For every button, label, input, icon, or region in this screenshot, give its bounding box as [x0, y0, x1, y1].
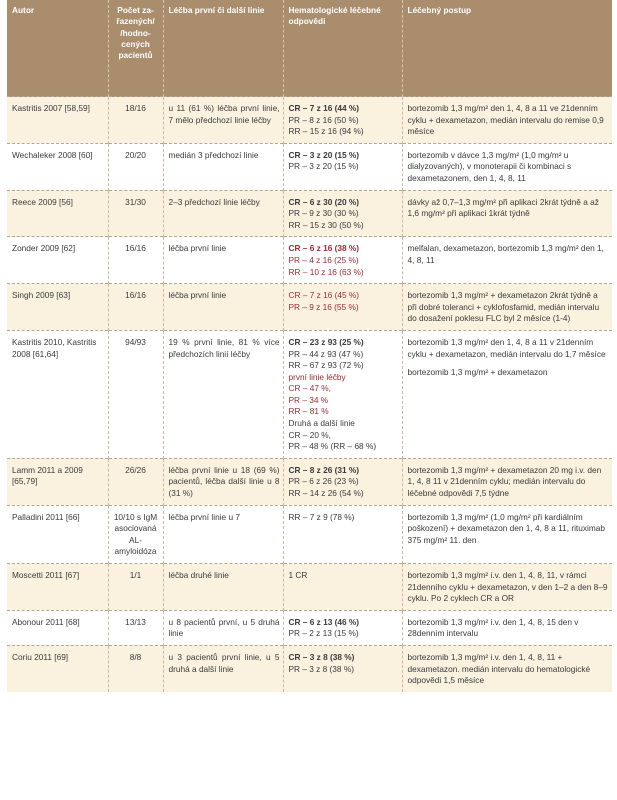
response-line: CR – 20 %,	[288, 429, 331, 440]
author-cell: Moscetti 2011 [67]	[7, 564, 108, 611]
regimen-cell	[402, 237, 612, 284]
response-line: PR – 9 z 30 (30 %)	[288, 208, 359, 219]
response-line: PR – 48 % (RR – 68 %)	[288, 441, 377, 452]
regimen-paragraph: melfalan, dexametazon, bortezomib 1,3 mg/m² den 1, 4, 8, 11	[407, 243, 604, 265]
response-line: Druhá a další linie	[288, 418, 355, 429]
table-row	[7, 237, 612, 284]
patient-count-cell: 31/30	[108, 190, 163, 237]
regimen-cell	[402, 610, 612, 645]
response-line: RR – 15 z 16 (94 %)	[288, 126, 364, 137]
response-cell	[283, 458, 402, 505]
author-cell: Singh 2009 [63]	[7, 284, 108, 331]
regimen-paragraph: bortezomib 1,3 mg/m² + dexametazon 2krát týdně a při dobré toleranci + cyklofosfamid, medián intervalu do dosažení poklesu FLC byl 2 měsíce (1-4)	[407, 290, 600, 324]
response-cell	[283, 645, 402, 691]
response-line: PR – 8 z 16 (50 %)	[288, 114, 359, 125]
response-line: CR – 3 z 20 (15 %)	[288, 149, 360, 160]
patient-count-cell: 16/16	[108, 237, 163, 284]
regimen-cell	[402, 97, 612, 144]
header-response	[283, 0, 402, 97]
author-cell: Zonder 2009 [62]	[7, 237, 108, 284]
response-line: CR – 8 z 26 (31 %)	[288, 464, 360, 475]
author-cell: Kastritis 2010, Kastritis 2008 [61,64]	[7, 330, 108, 458]
response-cell	[283, 610, 402, 645]
patient-count-cell: 8/8	[108, 645, 163, 691]
author-cell: Abonour 2011 [68]	[7, 610, 108, 645]
author-cell: Wechaleker 2008 [60]	[7, 143, 108, 190]
response-cell	[283, 284, 402, 331]
response-line: RR – 7 z 9 (78 %)	[288, 511, 355, 522]
table-row	[7, 143, 612, 190]
author-cell: Palladini 2011 [66]	[7, 505, 108, 563]
therapy-line-cell: léčba první linie u 18 (69 %) pacientů, léčba další linie u 8 (31 %)	[163, 458, 283, 505]
response-line: RR – 10 z 16 (63 %)	[288, 266, 364, 277]
response-cell	[283, 190, 402, 237]
trials-table	[7, 0, 612, 692]
therapy-line-cell: léčba druhé linie	[163, 564, 283, 611]
table-row	[7, 458, 612, 505]
response-line: PR – 2 z 13 (15 %)	[288, 628, 359, 639]
header-line: Léčba první či další linie	[163, 0, 283, 97]
patient-count-cell: 10/10 s IgM asociovaná AL-amyloidóza	[108, 505, 163, 563]
regimen-paragraph: bortezomib 1,3 mg/m² + dexametazon	[407, 367, 548, 378]
header-regimen: Léčebný postup	[402, 0, 612, 97]
header-count-line: řazených/	[116, 16, 155, 27]
regimen-paragraph: bortezomib 1,3 mg/m² den 1, 4, 8 a 11 v 21denním cyklu + dexametazon, medián intervalu do 1,7 měsíce	[407, 336, 606, 359]
response-line: CR – 7 z 16 (45 %)	[288, 290, 360, 301]
response-line: RR – 14 z 26 (54 %)	[288, 488, 364, 499]
response-line: PR – 34 %	[288, 394, 329, 405]
header-author: Autor	[7, 0, 108, 97]
table-row	[7, 564, 612, 611]
header-count-line: /hodno-	[120, 27, 151, 38]
response-line: PR – 6 z 26 (23 %)	[288, 476, 359, 487]
patient-count-cell: 16/16	[108, 284, 163, 331]
response-line: PR – 44 z 93 (47 %)	[288, 348, 364, 359]
table-row	[7, 505, 612, 563]
response-line: CR – 6 z 16 (38 %)	[288, 243, 360, 254]
response-cell	[283, 564, 402, 611]
response-line: první linie léčby	[288, 371, 346, 382]
response-line: CR – 6 z 13 (46 %)	[288, 616, 360, 627]
patient-count-cell: 94/93	[108, 330, 163, 458]
response-line: 1 CR	[288, 570, 308, 580]
therapy-line-cell: medián 3 předchozí linie	[163, 143, 283, 190]
response-line: CR – 3 z 8 (38 %)	[288, 651, 355, 662]
patient-count-cell: 18/16	[108, 97, 163, 144]
author-cell: Lamm 2011 a 2009 [65,79]	[7, 458, 108, 505]
response-line: RR – 15 z 30 (50 %)	[288, 219, 364, 230]
table-row	[7, 330, 612, 458]
response-line: CR – 6 z 30 (20 %)	[288, 196, 360, 207]
response-cell	[283, 505, 402, 563]
response-line: RR – 67 z 93 (72 %)	[288, 360, 364, 371]
response-line: CR – 23 z 93 (25 %)	[288, 336, 364, 347]
response-line: RR – 81 %	[288, 406, 329, 417]
therapy-line-cell: léčba první linie	[163, 237, 283, 284]
therapy-line-cell: 19 % první linie, 81 % více předchozích linií léčby	[163, 330, 283, 458]
header-response-line: Hematologické léčebné	[288, 5, 381, 15]
response-line: PR – 3 z 20 (15 %)	[288, 161, 359, 172]
regimen-paragraph: dávky až 0,7–1,3 mg/m² při aplikaci 2krát týdně a až 1,6 mg/m² při aplikaci 1krát týdně	[407, 196, 599, 219]
table-row	[7, 284, 612, 331]
therapy-line-cell: u 11 (61 %) léčba první linie, 7 mělo předchozí linie léčby	[163, 97, 283, 144]
therapy-line-cell: léčba první linie	[163, 284, 283, 331]
header-count-line: cených	[121, 38, 150, 49]
header-count-line: pacientů	[118, 50, 153, 61]
regimen-cell	[402, 143, 612, 190]
regimen-cell	[402, 645, 612, 691]
patient-count-cell: 26/26	[108, 458, 163, 505]
therapy-line-cell: 2–3 předchozí linie léčby	[163, 190, 283, 237]
author-cell: Kastritis 2007 [58,59]	[7, 97, 108, 144]
response-cell	[283, 237, 402, 284]
response-line: PR – 3 z 8 (38 %)	[288, 663, 354, 674]
regimen-paragraph: bortezomib v dávce 1,3 mg/m² (1,0 mg/m² u dialyzovaných), v monoterapii či kombinaci s dexametazonem, den 1, 4, 8, 11	[407, 149, 572, 183]
response-cell	[283, 97, 402, 144]
table-row	[7, 610, 612, 645]
regimen-cell	[402, 458, 612, 505]
regimen-cell	[402, 190, 612, 237]
regimen-paragraph: bortezomib 1,3 mg/m² i.v. den 1, 4, 8, 15 den v 28denním intervalu	[407, 616, 579, 639]
header-count	[108, 0, 163, 97]
table-row	[7, 645, 612, 691]
response-line: PR – 9 z 16 (55 %)	[288, 301, 359, 312]
response-line: PR – 4 z 16 (25 %)	[288, 254, 359, 265]
regimen-cell	[402, 505, 612, 563]
regimen-paragraph: bortezomib 1,3 mg/m² + dexametazon 20 mg i.v. den 1, 4, 8 11 v 21denním cyklu; medián intervalu do léčebné odpovědi 7,5 týdne	[407, 464, 602, 499]
table-row	[7, 97, 612, 144]
regimen-paragraph: bortezomib 1,3 mg/m² i.v. den 1, 4, 8, 11, v rámci 21denního cyklu + dexametazon, v den 1–2 a den 8–9 cyklu. Po 2 cyklech CR a OR	[407, 570, 608, 604]
patient-count-cell: 13/13	[108, 610, 163, 645]
patient-count-cell: 20/20	[108, 143, 163, 190]
regimen-cell	[402, 330, 612, 458]
regimen-cell	[402, 564, 612, 611]
author-cell: Reece 2009 [56]	[7, 190, 108, 237]
therapy-line-cell: léčba první linie u 7	[163, 505, 283, 563]
response-line: CR – 47 %,	[288, 383, 331, 394]
regimen-paragraph: bortezomib 1,3 mg/m² (1,0 mg/m² při kardiálním poškození) + dexametazon den 1, 4, 8 a 11, rituximab 375 mg/m² 11. den	[407, 511, 605, 545]
response-cell	[283, 143, 402, 190]
response-line: CR – 7 z 16 (44 %)	[288, 103, 360, 113]
table-header	[7, 0, 612, 97]
response-cell	[283, 330, 402, 458]
therapy-line-cell: u 3 pacientů první linie, u 5 druhá a další linie	[163, 645, 283, 691]
regimen-paragraph: bortezomib 1,3 mg/m² den 1, 4, 8 a 11 ve 21denním cyklu + dexametazon, medián intervalu do remise 0,9 měsíce	[407, 103, 604, 137]
author-cell: Coriu 2011 [69]	[7, 645, 108, 691]
regimen-paragraph: bortezomib 1,3 mg/m² i.v. den 1, 4, 8, 11 + dexametazon. medián intervalu do hematologické odpovědi 1,5 měsíce	[407, 651, 591, 686]
regimen-cell	[402, 284, 612, 331]
header-count-line: Počet za-	[117, 5, 154, 15]
header-response-line: odpovědi	[288, 16, 326, 27]
table-row	[7, 190, 612, 237]
paragraph-gap	[408, 360, 610, 367]
patient-count-cell: 1/1	[108, 564, 163, 611]
therapy-line-cell: u 8 pacientů první, u 5 druhá linie	[163, 610, 283, 645]
table-body	[7, 97, 612, 692]
